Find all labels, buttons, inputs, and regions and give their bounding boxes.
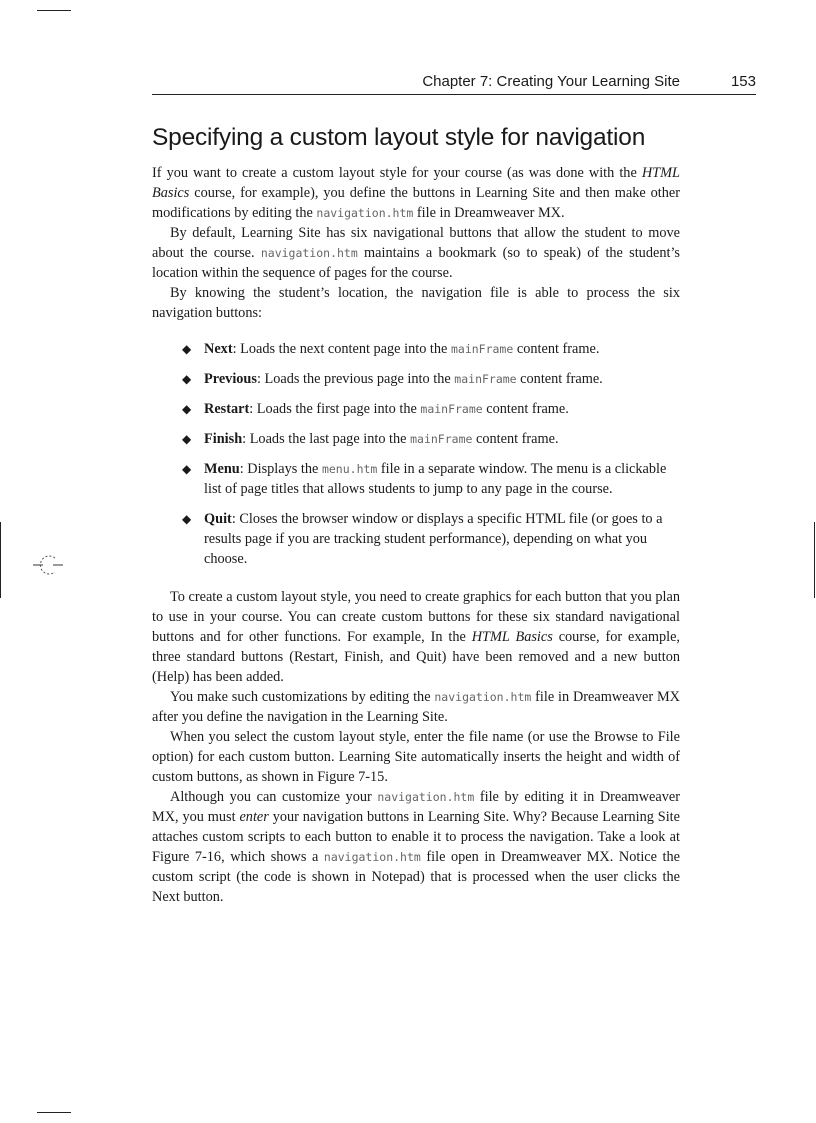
list-item-finish: ◆ Finish: Loads the last page into the mainFrame content frame.: [182, 431, 559, 447]
code-filename: navigation.htm: [260, 246, 358, 260]
paragraph: To create a custom layout style, you need to create graphics for each button that you plan to use in your course. You can create custom buttons for these six standard navigational buttons and for other functions. For example, In the HTML Basics course, for example, three standard buttons (Restart, Finish, and Quit) have been removed and a new button (Help) has been added.: [152, 589, 681, 685]
code-filename: navigation.htm: [434, 690, 532, 704]
paragraph: You make such customizations by editing the navigation.htm file in Dreamweaver MX after you define the navigation in the Learning Site.: [152, 689, 680, 725]
list-item-previous: ◆ Previous: Loads the previous page into the mainFrame content frame.: [182, 371, 603, 387]
paragraph: When you select the custom layout style, enter the file name (or use the Browse to File option) for each custom button. Learning Site automatically inserts the height and width of custom buttons, as shown in Figure 7-15.: [152, 729, 680, 785]
paragraph: Although you can customize your navigation.htm file by editing it in Dreamweaver MX, you must enter your navigation buttons in Learning Site. Why? Because Learning Site attaches custom scripts to each button to enable it to process the navigation. Take a look at Figure 7-16, which shows a navigation.htm file open in Dreamweaver MX. Notice the custom script (the code is shown in Notepad) that is processed when the user clicks the Next button.: [152, 789, 681, 905]
page-number: 153: [730, 73, 756, 90]
section-heading: Specifying a custom layout style for navigation: [152, 124, 646, 151]
paragraph: If you want to create a custom layout style for your course (as was done with the HTML Basics course, for example), you define the buttons in Learning Site and then make other modifications by editing the navigation.htm file in Dreamweaver MX.: [152, 165, 680, 221]
code-filename: navigation.htm: [316, 206, 414, 220]
running-header: [152, 72, 756, 95]
crop-mark-right-vertical: [814, 522, 815, 598]
paragraph: By default, Learning Site has six navigational buttons that allow the student to move about the course. navigation.htm maintains a bookmark (so to speak) of the student’s location within the sequence of pages for the course.: [152, 225, 680, 281]
diamond-bullet-icon: ◆: [182, 372, 192, 386]
diamond-bullet-icon: ◆: [182, 462, 192, 476]
list-item-menu: ◆ Menu: Displays the menu.htm file in a separate window. The menu is a clickable list of page titles that allows students to jump to any page in the course.: [182, 461, 667, 497]
registration-mark-icon: [33, 553, 63, 577]
list-item-quit: ◆ Quit: Closes the browser window or displays a specific HTML file (or goes to a results page if you are tracking student performance), depending on what you choose.: [182, 511, 663, 567]
code-filename: navigation.htm: [323, 850, 421, 864]
paragraph: By knowing the student’s location, the navigation file is able to process the six navigation buttons:: [152, 285, 680, 321]
diamond-bullet-icon: ◆: [182, 342, 192, 356]
diamond-bullet-icon: ◆: [182, 512, 192, 526]
page-content: [152, 123, 680, 907]
crop-mark-top-left: [37, 10, 71, 11]
diamond-bullet-icon: ◆: [182, 402, 192, 416]
crop-mark-bottom-left: [37, 1112, 71, 1113]
emphasis: enter: [239, 809, 269, 825]
code-filename: navigation.htm: [377, 790, 475, 804]
navigation-buttons-list: [152, 339, 680, 569]
list-item-restart: ◆ Restart: Loads the first page into the mainFrame content frame.: [182, 401, 569, 417]
crop-mark-left-vertical: [0, 522, 1, 598]
diamond-bullet-icon: ◆: [182, 432, 192, 446]
book-title: HTML Basics: [471, 629, 553, 645]
chapter-title: Chapter 7: Creating Your Learning Site: [422, 73, 680, 90]
list-item-next: ◆ Next: Loads the next content page into the mainFrame content frame.: [182, 341, 600, 357]
book-title: HTML Basics: [152, 165, 680, 201]
